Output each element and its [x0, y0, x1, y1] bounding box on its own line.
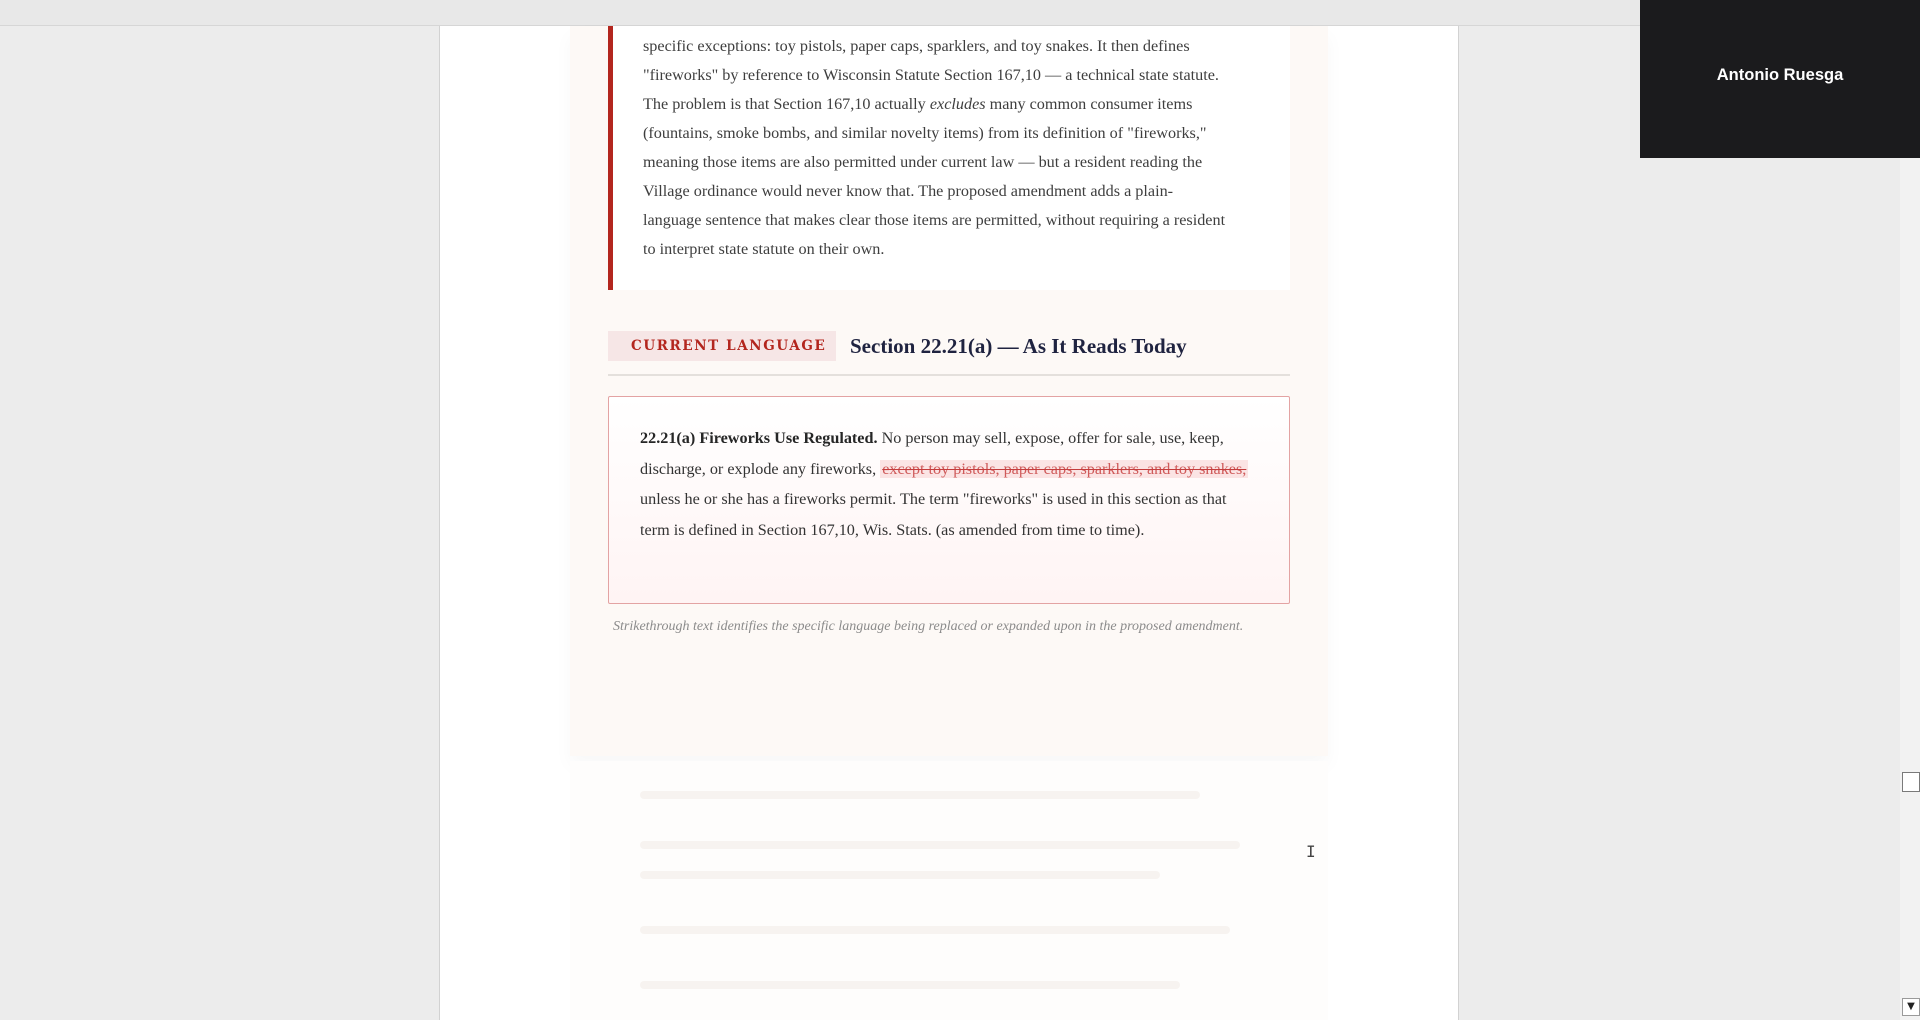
- law-text-after: unless he or she has a fireworks permit. The term "fireworks" is used in this section as that term is defined in Section 167,10, Wis. Stats. (as amended from time to time).: [640, 490, 1227, 539]
- strikethrough-note: Strikethrough text identifies the specific language being replaced or expanded upon in the proposed amendment.: [613, 619, 1244, 634]
- text-cursor-icon: I: [1306, 842, 1316, 861]
- callout-line: meaning those items are also permitted under current law — but a resident reading the: [643, 153, 1203, 171]
- article-section: [570, 26, 1328, 756]
- participant-name: Antonio Ruesga: [1716, 66, 1844, 84]
- faded-line: [640, 871, 1160, 879]
- current-law-box: [608, 396, 1290, 604]
- app-top-bar: [0, 0, 1920, 26]
- faded-line: [640, 791, 1200, 799]
- law-text-before: No person may sell, expose, offer for sale, use, keep, discharge, or explode any fireworks,: [640, 429, 1224, 478]
- law-heading: 22.21(a) Fireworks Use Regulated.: [640, 429, 878, 447]
- callout-line: to interpret state statute on their own.: [643, 240, 885, 258]
- callout-line: specific exceptions: toy pistols, paper caps, sparklers, and toy snakes. It then defines: [643, 37, 1190, 55]
- callout-paragraph: [643, 32, 1262, 264]
- scroll-down-arrow-icon[interactable]: ▼: [1902, 998, 1920, 1016]
- vertical-scrollbar[interactable]: [1900, 158, 1920, 1020]
- callout-line: The problem is that Section 167,10 actually: [643, 95, 930, 113]
- callout-line: Village ordinance would never know that. The proposed amendment adds a plain-: [643, 182, 1174, 200]
- faded-line: [640, 841, 1240, 849]
- callout-line: (fountains, smoke bombs, and similar novelty items) from its definition of "fireworks,": [643, 124, 1207, 142]
- document-page[interactable]: [439, 26, 1459, 1020]
- scrollbar-thumb[interactable]: [1902, 772, 1920, 792]
- current-language-tag: CURRENT LANGUAGE: [608, 331, 836, 361]
- emphasis-excludes: excludes: [929, 95, 986, 113]
- callout-line: language sentence that makes clear those items are permitted, without requiring a resident: [643, 211, 1226, 229]
- faded-next-section: [570, 761, 1328, 1020]
- struck-text: except toy pistols, paper caps, sparklers, and toy snakes,: [882, 459, 1247, 478]
- faded-line: [640, 926, 1230, 934]
- section-title: Section 22.21(a) — As It Reads Today: [850, 334, 1187, 358]
- document-viewport[interactable]: [0, 26, 1900, 1020]
- callout-line: "fireworks" by reference to Wisconsin Statute Section 167,10 — a technical state statute.: [643, 66, 1219, 84]
- participant-video-tile[interactable]: [1640, 0, 1920, 158]
- explanation-callout: [608, 26, 1290, 290]
- faded-line: [640, 981, 1180, 989]
- law-paragraph: [640, 423, 1259, 545]
- callout-line: many common consumer items: [985, 95, 1193, 113]
- section-header: [608, 328, 1290, 376]
